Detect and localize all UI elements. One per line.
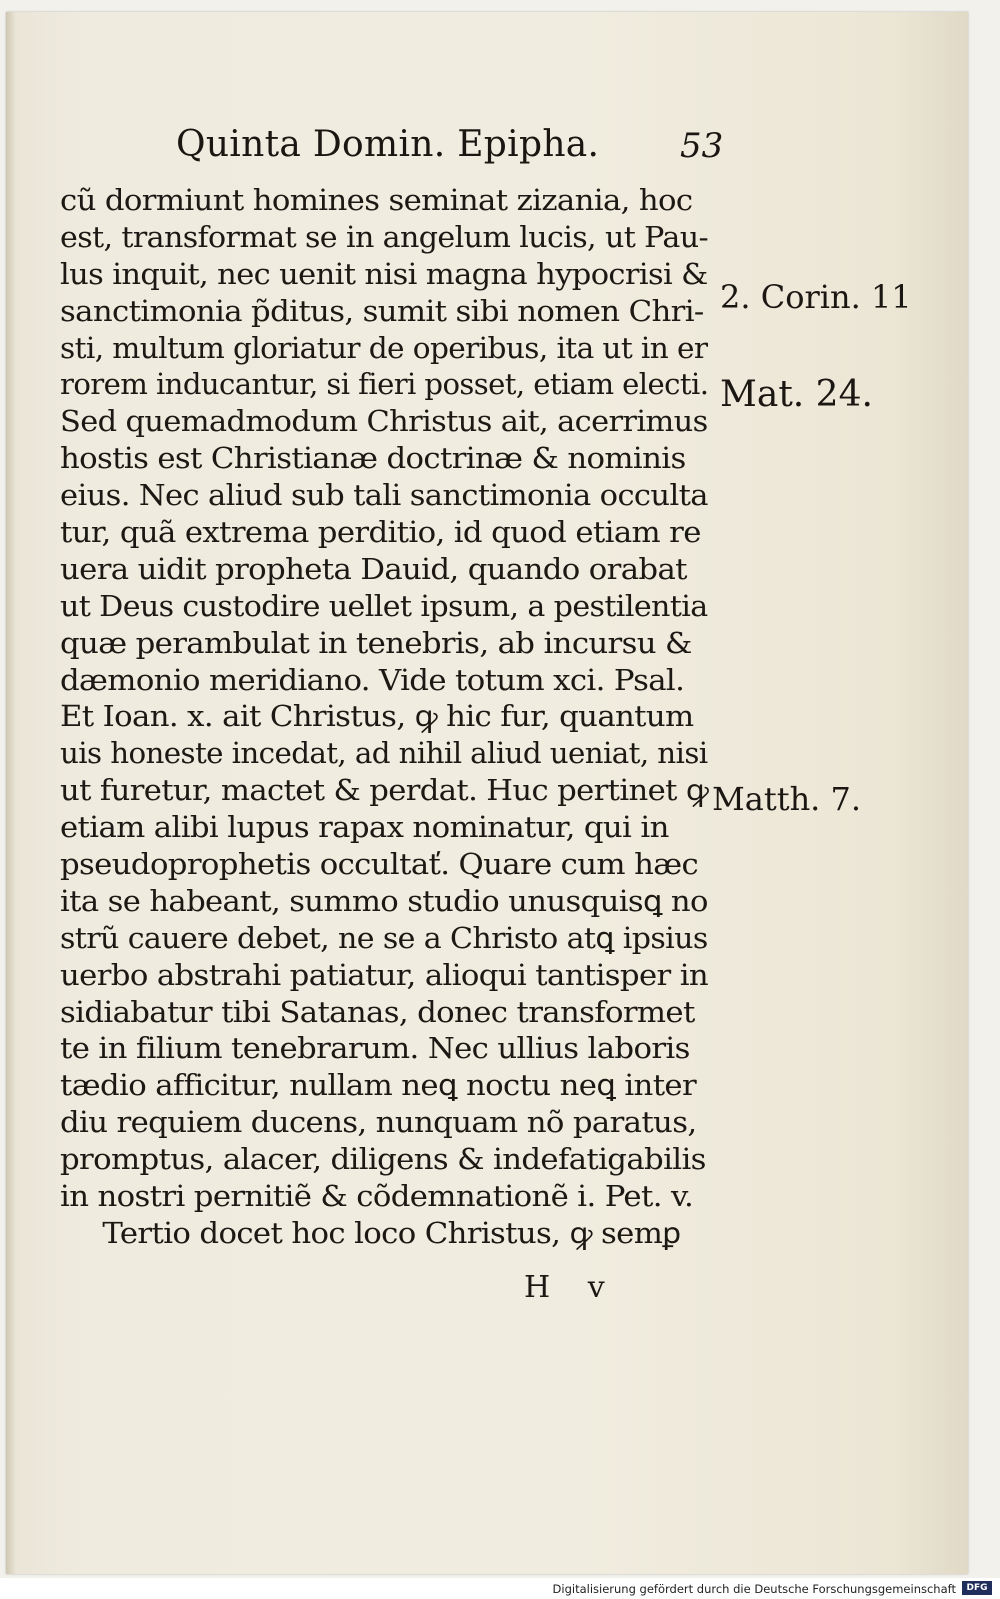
text-line-2: est, transformat se in angelum lucis, ut Pau- [60, 219, 709, 254]
text-line-5: sti, multum gloriatur de operibus, ita ut in er [60, 330, 708, 365]
text-line-12: ut Deus custodire uellet ipsum, a pestilentia [60, 588, 708, 623]
text-line-20: ita se habeant, summo studio unusquisꝗ no [60, 883, 708, 918]
page-number: 53 [680, 126, 724, 166]
running-head: Quinta Domin. Epipha. [176, 124, 600, 165]
margin-note-corinthians: 2. Corin. 11 [720, 278, 912, 316]
text-line-11: uera uidit propheta Dauid, quando orabat [60, 551, 687, 586]
text-line-24: te in filium tenebrarum. Nec ullius laboris [60, 1031, 690, 1066]
body-text [60, 182, 720, 1252]
text-line-8: hostis est Christianæ doctrinæ & nominis [60, 441, 686, 476]
signature-mark: H v [524, 1270, 619, 1305]
text-line-15: Et Ioan. x. ait Christus, ꝙ hic fur, quantum [60, 699, 694, 734]
text-line-23: sidiabatur tibi Satanas, donec transformet [60, 994, 695, 1029]
text-line-21: strũ cauere debet, ne se a Christo atꝗ ipsius [60, 920, 708, 955]
text-line-19: pseudoprophetis occultať. Quare cum hæc [60, 847, 699, 882]
text-line-28: in nostri pernitiẽ & cõdemnationẽ i. Pet. v. [60, 1179, 694, 1214]
text-line-10: tur, quã extrema perditio, id quod etiam re [60, 515, 701, 550]
text-line-9: eius. Nec aliud sub tali sanctimonia occulta [60, 478, 708, 513]
digitization-credit: Digitalisierung gefördert durch die Deutsche Forschungsgemeinschaft [552, 1582, 956, 1596]
text-line-26: diu requiem ducens, nunquam nõ paratus, [60, 1105, 697, 1140]
text-line-6: rorem inducantur, si fieri posset, etiam electi. [60, 367, 709, 402]
text-line-27: promptus, alacer, diligens & indefatigabilis [60, 1142, 706, 1177]
binding-edge [6, 12, 16, 1574]
text-line-1: cũ dormiunt homines seminat zizania, hoc [60, 183, 693, 217]
text-line-22: uerbo abstrahi patiatur, alioqui tantisper in [60, 957, 709, 992]
text-line-16: uis honeste incedat, ad nihil aliud ueniat, nisi [60, 736, 708, 771]
text-line-3: lus inquit, nec uenit nisi magna hypocrisi & [60, 256, 708, 291]
margin-note-matthew-24: Mat. 24. [720, 374, 873, 415]
text-line-14: dæmonio meridiano. Vide totum xci. Psal. [60, 662, 685, 697]
margin-note-matthew-7: Matth. 7. [712, 780, 862, 818]
text-line-17: ut furetur, mactet & perdat. Huc pertinet ꝙ [60, 773, 709, 808]
text-line-13: quæ perambulat in tenebris, ab incursu & [60, 625, 692, 660]
text-line-29: Tertio docet hoc loco Christus, ꝙ semꝑ [102, 1215, 681, 1250]
text-line-4: sanctimonia p̃ditus, sumit sibi nomen Chri- [60, 293, 704, 328]
text-line-25: tædio afficitur, nullam neꝗ noctu neꝗ inter [60, 1068, 697, 1103]
text-line-18: etiam alibi lupus rapax nominatur, qui in [60, 810, 669, 845]
dfg-logo: DFG [962, 1581, 992, 1595]
text-line-7: Sed quemadmodum Christus ait, acerrimus [60, 404, 708, 439]
